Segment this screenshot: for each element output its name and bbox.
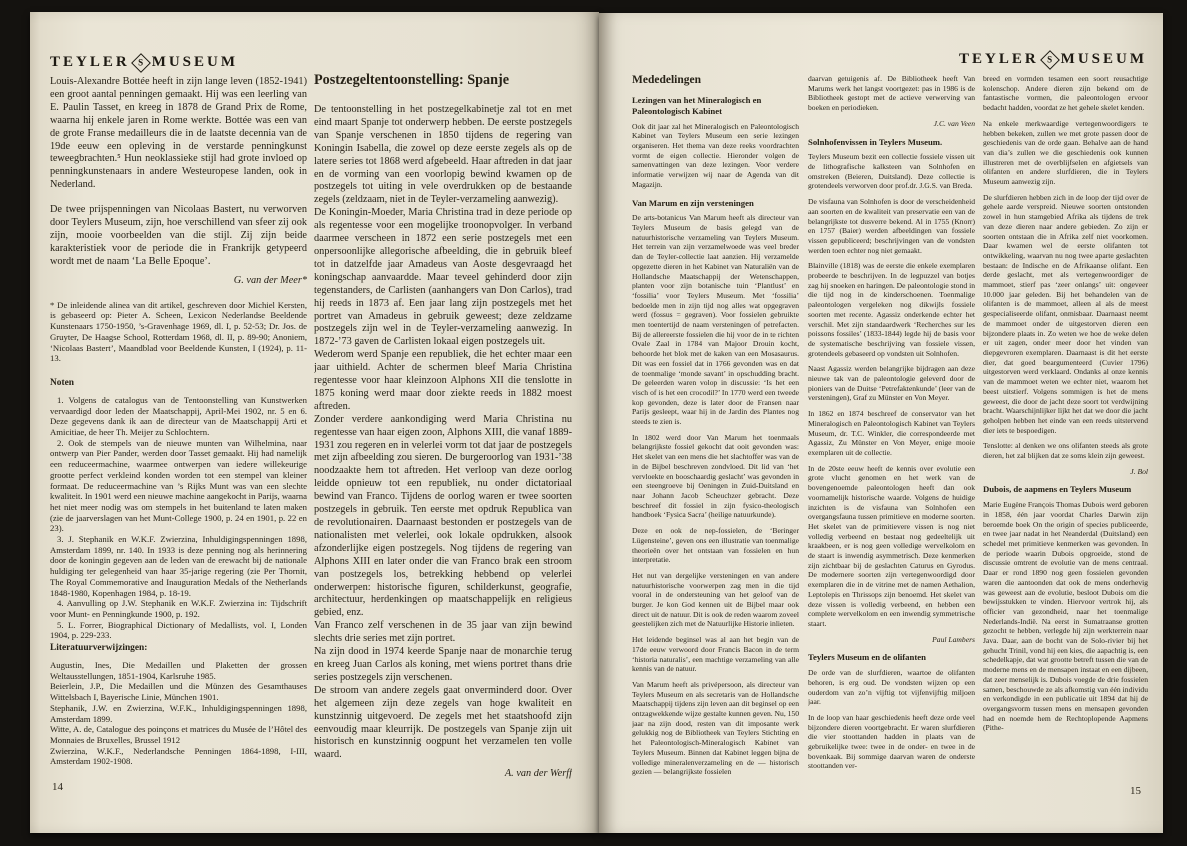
left-page-column-2 bbox=[314, 72, 572, 792]
author-signature: G. van der Meer* bbox=[233, 274, 307, 286]
paragraph: Het leidende beginsel was al aan het begin van de 17de eeuw verwoord door Francis Bacon in de term ‘historia naturalis’, een machtige verzameling van alle kennis van de natuur. bbox=[632, 635, 799, 674]
footnote: * De inleidende alinea van dit artikel, geschreven door Michiel Kersten, is gebaseerd op: Pieter A. Scheen, Lexicon Nederlandse Beeldende Kunstenaars 1750-1950, ’s-Gravenhage 1969, dl. I, p. 52-53; Dr. Jos. de Gruyter, De Haagse School, Rotterdam 1968, dl. II, p. 89-90; Anoniem, ‘Nicolaas Bastert’, Maandblad voor Beeldende Kunsten, I (1924), p. 11-13. bbox=[50, 299, 307, 364]
paragraph: In de 20ste eeuw heeft de kennis over evolutie een grote vlucht genomen en het werk van de bovengenoemde paleontologen heeft dan ook voornamelijk historische waarde. Volgens de huidige inzichten is de visfauna van Solnhofen een overgangsfauna tussen primitieve en moderne soorten. Het skelet van de primitievere vissen is nog niet volledig verbeend en bestaat nog gedeeltelijk uit kraakbeen, er is nog geen volledige wervelkolom en de staart is inwendig asymmetrisch. Deze kenmerken zijn zichtbaar bij de geslachten Caturus en Gyrodus. De modernere soorten zijn vertegenwoordigd door exemplaren die in de vitrine met de namen Aethalion, Leptolepis en Thrissops zijn benoemd. Het skelet van deze vissen is volledig verbeend, en hebben een complete wervelkolom en een inwendig symmetrische staart. bbox=[808, 463, 975, 628]
paragraph: De visfauna van Solnhofen is door de verscheidenheid aan soorten en de kwaliteit van preservatie een van de belangrijkste tot dusverre bekend. Al in 1755 (Knorr) en 1757 (Baier) werden afbeeldingen van fossiele vissen gepubliceerd; beschrijvingen van de vondsten werden toen echter nog niet gemaakt. bbox=[808, 197, 975, 255]
paragraph: Na zijn dood in 1974 keerde Spanje naar de monarchie terug en kreeg Juan Carlos als koning, met wiens portret thans drie series postzegels zijn verschenen. bbox=[314, 646, 572, 683]
paragraph: Naast Agassiz werden belangrijke bijdragen aan deze nieuwe tak van de paleontologie geleverd door de pioniers van de Duitse ‘Petrefaktenkunde’ (leer van de versteningen), Graf zu Münster en Von Meyer. bbox=[808, 364, 975, 403]
note-item: 3. J. Stephanik en W.K.F. Zwierzina, Inhuldigingspenningen 1898, Amsterdam 1899, nr. 140. In 1933 is deze penning nog als herinnering door de koningin gegeven aan de leden van de erewacht bij de nationale huldiging ter gelegenheid van haar 35-jarige regering (zie Per Thornit, The Royal Commemorative and Inauguration Medals of the Netherlands 1848-1980, Kopenhagen 1984, p. 18-19. bbox=[50, 534, 307, 598]
right-page-column-2 bbox=[808, 74, 975, 816]
left-page bbox=[30, 12, 599, 833]
paragraph: Het nut van dergelijke versteningen en van andere natuurhistorische voorwerpen zag men in die tijd vooral in de ondersteuning van het geloof van de burger. Je kon God kennen uit de Bijbel maar ook direct uit de natuur. Dit is ook de reden waarom zoveel geestelijken zich met de Natuurlijke Historie inlieten. bbox=[632, 570, 799, 629]
paragraph: De orde van de slurfdieren, waartoe de olifanten behoren, is erg oud. De vondsten wijzen op een ouderdom van zo’n vijftig tot vijfenvijftig miljoen jaar. bbox=[808, 668, 975, 707]
masthead-word-1: TEYLER bbox=[50, 54, 130, 70]
note-item: 2. Ook de stempels van de nieuwe munten van Wilhelmina, naar ontwerp van Pier Pander, werden door Tasset gemaakt. Hij had namelijk een reduceermachine, waarmee ontwerpen van iedere willekeurige grootte perfect verkleind konden worden tot een stempel van kleiner formaat. De reduceermachine van ’s Rijks Munt was van een slechte kwaliteit. In 1901 werd een nieuwe machine aangekocht in Parijs, waarna het niet meer nodig was om stempels in het buitenland te laten maken (zie de jaarverslagen van het Munt-College 1900, p. 24 en 1901, p. 22 en 23). bbox=[50, 437, 307, 534]
paragraph: In 1862 en 1874 beschreef de conservator van het Mineralogisch en Paleontologisch Kabinet van Teylers Museum, dr. T.C. Winkler, die correspondeerde met Agassiz, Zu Münster en Von Meyer, enige mooie exemplaren uit de collectie. bbox=[808, 409, 975, 457]
right-page bbox=[599, 13, 1163, 833]
teyler-logo-diamond-icon: S bbox=[1040, 50, 1060, 70]
article-title: Postzegeltentoonstelling: Spanje bbox=[314, 72, 510, 88]
mededelingen-heading: Mededelingen bbox=[632, 74, 701, 86]
section-heading-dubois: Dubois, de aapmens en Teylers Museum bbox=[983, 484, 1132, 495]
paragraph: Louis-Alexandre Bottée heeft in zijn lange leven (1852-1941) een groot aantal penningen gemaakt. Hij was een leerling van E. Paulin Tasset, en kreeg in 1878 de Grand Prix de Rome, waarna hij enkele jaren in Rome werkte. Bottée was een van de grote Franse medailleurs die in de laatste decennia van de 19de eeuw een opleving in de verstarde penningkunst teweegbrachten.⁵ Hun neoklassieke stijl had grote invloed op penningkunstenaars in andere Westeuropese landen, ook in Nederland. bbox=[50, 76, 307, 191]
paragraph: Wederom werd Spanje een republiek, die het echter maar een jaar uithield. Achter de schermen bleef Maria Christina regentesse voor haar kleinzoon Alphons XII die tenslotte in 1875 koning werd maar door ziekte reeds in 1882 moest aftreden. bbox=[314, 349, 572, 412]
note-item: 4. Aanvulling op J.W. Stephanik en W.K.F. Zwierzina in: Tijdschrift voor Munt- en Penningkunde 1900, p. 192. bbox=[50, 598, 307, 619]
paragraph: In 1802 werd door Van Marum het toenmaals belangrijkste fossiel gekocht dat ooit gevonden was: Het skelet van een mens die het slachtoffer was van de in de Bijbel beschreven zondvloed. Dit lid van ‘het vervloekte en booschaardig geslacht’ was gevonden in een steengroeve bij Oeningen in Zuid-Duitsland en naar Johann Jacob Scheuchzer gebracht. Deze beschreef dit fossiel in zijn fysico-theologisch handboek ‘Fysica Sacra’ (heilige natuurkunde). bbox=[632, 432, 799, 520]
reference-item: Beierlein, J.P., Die Medaillen und die Münzen des Gesamthauses Wittelsbach I, Bayerische Linie, München 1901. bbox=[50, 681, 307, 703]
note-item: 5. L. Forrer, Biographical Dictionary of Medallists, vol. I, Londen 1904, p. 229-233. bbox=[50, 619, 307, 641]
page-number: 15 bbox=[1130, 785, 1141, 797]
author-signature: Paul Lambers bbox=[932, 634, 975, 644]
paragraph: Tenslotte: al denken we ons olifanten steeds als grote dieren, het zal blijken dat ze soms klein zijn geweest. bbox=[983, 441, 1148, 461]
paragraph: De arts-botanicus Van Marum heeft als directeur van Teylers Museum de basis gelegd van de natuurhistorische verzameling van Teylers Museum. Het terrein van zijn verzamelwoede was veel breder dan de Teyler-collectie laat aanzien. Hij verzamelde opgezette dieren in het Kabinet van Naturaliën van de Hollandsche Maatschappij der Wetenschappen, planten voor zijn botanische tuin ‘Plantlust’ en ‘fossilia’ voor Teylers Museum. Met ‘fossilia’ bedoelde men in zijn tijd nog alles wat opgegraven werd (fossus = gegraven). Voor fossielen gebruikte men toentertijd de naam versteningen of petrefacten. Bij de allereerste fossielen die hij voor de in te richten Ovale Zaal in 1784 van Majoor Drouin kocht, behoorde het blok met de kaken van een Mosasaurus. Dit was een fossiel dat in 1766 gevonden was en dat de toenmalige ‘monde savant’ in opschudding bracht. De geleerden waren volop in discussie: ‘Is het een visch of is het een crocodil?’ In 1770 werd een tweede kop gevonden, deze is later door de Fransen naar Parijs gesleept, waar hij in de Jardin des Plantes nog steeds te zien is. bbox=[632, 213, 799, 427]
reference-item: Stephanik, J.W. en Zwierzina, W.F.K., Inhuldigingspenningen 1898, Amsterdam 1899. bbox=[50, 702, 307, 724]
paragraph: De slurfdieren hebben zich in de loop der tijd over de gehele aarde verspreid. Nieuwe soorten ontstonden zowel in hun stamgebied Afrika als tijdens de trek van deze dieren naar andere gebieden. Zo zijn er soorten ontstaan die in Afrika zelf niet voorkomen. Daar kwamen wel de eerste olifanten tot ontwikkeling, waarvan nu nog twee aparte geslachten bestaan: de Indische en de Afrikaanse olifant. Een derde geslacht, met als vertegenwoordiger de mammoet, stierf pas ‘zeer onlangs’ uit: ongeveer 10.000 jaar geleden. Bij het behandelen van de olifanten is de mammoet, alleen al als de meest gespecialiseerde olifant, onmisbaar. Daarnaast neemt de mammoet onder de uitgestorven dieren een bijzondere plaats in. Zo weten we hoe de weke delen er uit zagen, onder meer door het vinden van diepgevroren exemplaren. Daarnaast is dit het eerste dier, dat goed beargumenteerd (Cuvier 1796) uitgestorven werd verklaard. Ondanks al onze kennis van de mammoet weten we echter niet, waarom het beest uitstierf. Volgens sommigen is het de mens geweest, die door de jacht deze soort tot verdwijning bracht. Waarschijnlijker lijkt het dat we door die jacht geholpen hebben het einde van een reeds uitstervend dier iets te bespoedigen. bbox=[983, 192, 1148, 435]
masthead-word-2: MUSEUM bbox=[151, 54, 239, 70]
paragraph: In de loop van haar geschiedenis heeft deze orde veel bijzondere dieren voortgebracht. Er waren slurfdieren die vier stoottanden hadden in plaats van de gebruikelijke twee: twee in de onder- en twee in de bovenkaak. Bij sommige daarvan waren de onderste stoottanden ver- bbox=[808, 712, 975, 771]
paragraph: De tentoonstelling in het postzegelkabinetje zal tot en met eind maart Spanje tot onderwerp hebben. De eerste postzegels van Spanje verschenen in 1850 tijdens de regering van Koningin Isabella, die zowel op deze eerste zegels als op de latere series tot 1868 werd afgebeeld. Haar aftreden in dat jaar en de vorming van een voorlopig bewind kwamen op de postzegels tot uiting in vele overdrukken op de bestaande zegels (zeldzaam, niet in de Teyler-verzameling aanwezig). bbox=[314, 104, 572, 206]
left-page-column-1 bbox=[50, 76, 307, 788]
section-heading-van-marum: Van Marum en zijn versteningen bbox=[632, 197, 754, 208]
teyler-logo-diamond-icon: S bbox=[131, 53, 151, 73]
paragraph: Marie Eugène François Thomas Dubois werd geboren in 1858, één jaar voordat Charles Darwin zijn beroemde boek On the origin of species publiceerde, en twee jaar nadat in het Neanderdal (Duitsland) een schedel met primitieve kenmerken was gevonden. In de periode waarin Dubois opgroeide, stond de discussie omtrent de evolutie van de mens centraal. Daar er rond 1890 nog geen fossielen gevonden waren die aantoonden dat ook de mens onderhevig was geweest aan de evolutie, besloot Dubois om die bewijsstukken te vinden. Hiervoor vertrok hij, als officier van gezondheid, naar het toenmalige Nederlands-Indië. Na eerst in Sumatraanse grotten gezocht te hebben, verlegde hij zijn werkterrein naar Java. Daar, aan de bocht van de Solo-rivier bij het gehucht Trinil, vond hij een kies, die aapachtig is, een schedelkapje, dat wat grootte betreft tussen die van de moderne mens en de mensapen instaat en een dijbeen, dat zeer menselijk is. Dubois voegde de drie fossielen samen, beschouwde ze als afkomstig van één individu en verkondigde in een publicatie uit 1894 dat hij de overgangsvorm tussen mens en mensapen gevonden had en noemde hem de Rechtoplopende Aapmens (Pithe- bbox=[983, 500, 1148, 733]
paragraph: Van Franco zelf verschenen in de 35 jaar van zijn bewind slechts drie series met zijn portret. bbox=[314, 620, 572, 645]
author-signature: A. van der Werff bbox=[504, 768, 572, 780]
teyler-museum-masthead bbox=[50, 54, 238, 71]
reference-item: Witte, A. de, Catalogue des poinçons et matrices du Musée de l’Hôtel des Monnaies de Bruxelles, Brussel 1912 bbox=[50, 724, 307, 745]
paragraph: Blainville (1818) was de eerste die enkele exemplaren probeerde te beschrijven. In de legpuzzel van botjes zag hij snoeken en haringen. De paleontologie stond in die tijd nog in de kinderschoenen. Toenmalige paleontologen vergeleken nog dikwijls fossiele soorten met recente. Agassiz onderkende echter het verschil. Met zijn standaardwerk ‘Recherches sur les poissons fossiles’ (1833-1844) legde hij de basis voor de systematische beschrijving van fossiele vissen, grotendeels gebaseerd op vondsten uit Solnhofen. bbox=[808, 261, 975, 358]
paragraph: Van Marum heeft als privépersoon, als directeur van Teylers Museum en als secretaris van de Hollandsche Maatschappij tijdens zijn leven aan dit beginsel op een ontzagwekkende wijze gestalte kunnen geven. Nu, 150 jaar na zijn dood, resten van dit imposante werk gelukkig nog de Bibliotheek van Teylers Stichting en het Paleontologisch-Mineralogisch Kabinet van Teylers Museum. Binnen dat Kabinet leggen bijna de volledige mineralenverzameling en de — historisch gezien — belangrijkste fossielen bbox=[632, 679, 799, 777]
paragraph-continuation: daarvan getuigenis af. De Bibliotheek heeft Van Marums werk het langst voortgezet: pas in 1986 is de Bibliotheek gestopt met de actieve verwerving van boeken en periodieken. bbox=[808, 74, 975, 113]
note-item: 1. Volgens de catalogus van de Tentoonstelling van Kunstwerken vervaardigd door leden der Maatschappij, April-Mei 1902, nr. 5 en 6. Deze gegevens dank ik aan de directeur van de Maatschappij Arti et Amicitiae, de heer Th. Meijer zu Schlochtern. bbox=[50, 394, 307, 438]
masthead-word-2: MUSEUM bbox=[1060, 51, 1147, 67]
section-heading-olifanten: Teylers Museum en de olifanten bbox=[808, 652, 926, 663]
reference-item: Zwierzina, W.K.F., Nederlandsche Penningen 1864-1898, I-III, Amsterdam 1902-1908. bbox=[50, 745, 307, 767]
paragraph-continuation: breed en vormden tesamen een soort reusachtige kolenschop. Andere dieren zijn bekend om de fantastische vormen, die paleontologen ervoor bedacht hadden, voordat ze het gehele skelet kenden. bbox=[983, 74, 1148, 113]
page-number: 14 bbox=[52, 781, 63, 793]
paragraph: Zonder verdere aankondiging werd Maria Christina nu regentesse van haar eigen zoon, Alphons XIII, die vanaf 1889-1931 zou regeren en in velerlei vorm tot dat jaar de postzegels met zijn afbeelding zou sieren. De burgeroorlog van 1931-’38 noodzaakte hem tot aftreden. Het verloop van deze oorlog leidde opnieuw tot een republiek, nu onder dictatoriaal bewind van Franco. Tijdens de oorlog waren er twee soorten postzegels in gebruik. Ten eerste met opdruk Republica van de revolutionairen. Daarnaast bestonden er postzegels van de nationalisten met velerlei, ook lokale opdrukken, alsook afzonderlijke eigen postzegels. Nog tijdens de regering van Alphons XIII en later onder die van Franco brak een stroom van postzegels los, betrekking hebbend op velerlei onderwerpen: historische figuren, schilderkunst, geografie, architectuur, herdenkingen op maatschappelijk en religieus gebied, enz. bbox=[314, 413, 572, 619]
author-signature: J. Bol bbox=[1130, 466, 1148, 476]
section-heading-lezingen: Lezingen van het Mineralogisch en Paleontologisch Kabinet bbox=[632, 95, 762, 116]
paragraph: De Koningin-Moeder, Maria Christina trad in deze periode op als regentesse voor een mogelijke troonopvolger. In verband daarmee verscheen in 1872 een serie postzegels met een onpersoonlijke allegorische afbeelding, die in gebruik bleef tot in datzelfde jaar Amadeus van Aoste desgevraagd het koningschap aanvaardde. Maar teveel gehinderd door zijn tegenstanders, de Carlisten (aanhangers van Don Carlos), trad hij reeds in 1873 af. Een jaar lang zijn postzegels met het portret van Amadeus in gebruik geweest; deze zeldzame postzegels zijn wel in de Teyler-verzameling aanwezig. In 1872-’73 gaven de Carlisten lokaal eigen postzegels uit. bbox=[314, 207, 572, 348]
section-heading-solnhofen: Solnhofenvissen in Teylers Museum. bbox=[808, 136, 943, 147]
right-page-column-3 bbox=[983, 74, 1148, 816]
paragraph: De stroom van andere zegels gaat onverminderd door. Over het algemeen zijn deze zegels van hoge kwaliteit en kunstzinnig uitgevoerd. De zegels met het staatshoofd zijn eenvoudig maar kleurrijk. De postzegels van Spanje zijn uit historisch en kunstzinnig oogpunt het verzamelen ten volle waard. bbox=[314, 684, 572, 761]
literature-heading: Literatuurverwijzingen: bbox=[50, 643, 148, 654]
paragraph: Teylers Museum bezit een collectie fossiele vissen uit de lithografische kalksteen van Solnhofen en omstreken (Beieren, Duitsland). Deze collectie is grotendeels verworven door prof.dr. J.G.S. van Breda. bbox=[808, 152, 975, 191]
notes-heading: Noten bbox=[50, 377, 74, 388]
paragraph: Na enkele merkwaardige vertegenwoordigers te hebben bekeken, zullen we met grote passen door de geschiedenis van de orde gaan. Behalve aan de hand van dia’s zullen we die geschiedenis ook kunnen illustreren met de overblijfselen en afgietsels van olifanten en andere slurfdieren, die in Teylers Museum aanwezig zijn. bbox=[983, 118, 1148, 187]
masthead-word-1: TEYLER bbox=[958, 51, 1039, 67]
paragraph: Ook dit jaar zal het Mineralogisch en Paleontologisch Kabinet van Teylers Museum een serie lezingen organiseren. Het thema van deze reeks voordrachten vormt de eigen collectie. Hieronder volgen de samenvattingen van deze lezingen. Voor verdere informatie verwijzen wij naar de Agenda van dit Magazijn. bbox=[632, 121, 799, 189]
paragraph: Deze en ook de nep-fossielen, de ‘Beringer Lügensteine’, geven ons een illustratie van toenmalige theorieën over het ontstaan van fossielen en hun interpretatie. bbox=[632, 526, 799, 565]
teyler-museum-masthead bbox=[959, 51, 1147, 68]
paragraph: De twee prijspenningen van Nicolaas Bastert, nu verworven door Teylers Museum, zijn, hoe verschillend van sfeer zij ook zijn, mooie voorbeelden van die stijl. Zij zijn beide karakteristiek voor de periode die in Frankrijk getypeerd wordt met de naam ‘La Belle Epoque’. bbox=[50, 204, 307, 267]
right-page-column-1 bbox=[632, 74, 799, 816]
author-signature: J.C. van Veen bbox=[933, 118, 975, 128]
reference-item: Augustin, Ines, Die Medaillen und Plaketten der grossen Weltausstellungen, 1851-1904, Karlsruhe 1985. bbox=[50, 660, 307, 681]
